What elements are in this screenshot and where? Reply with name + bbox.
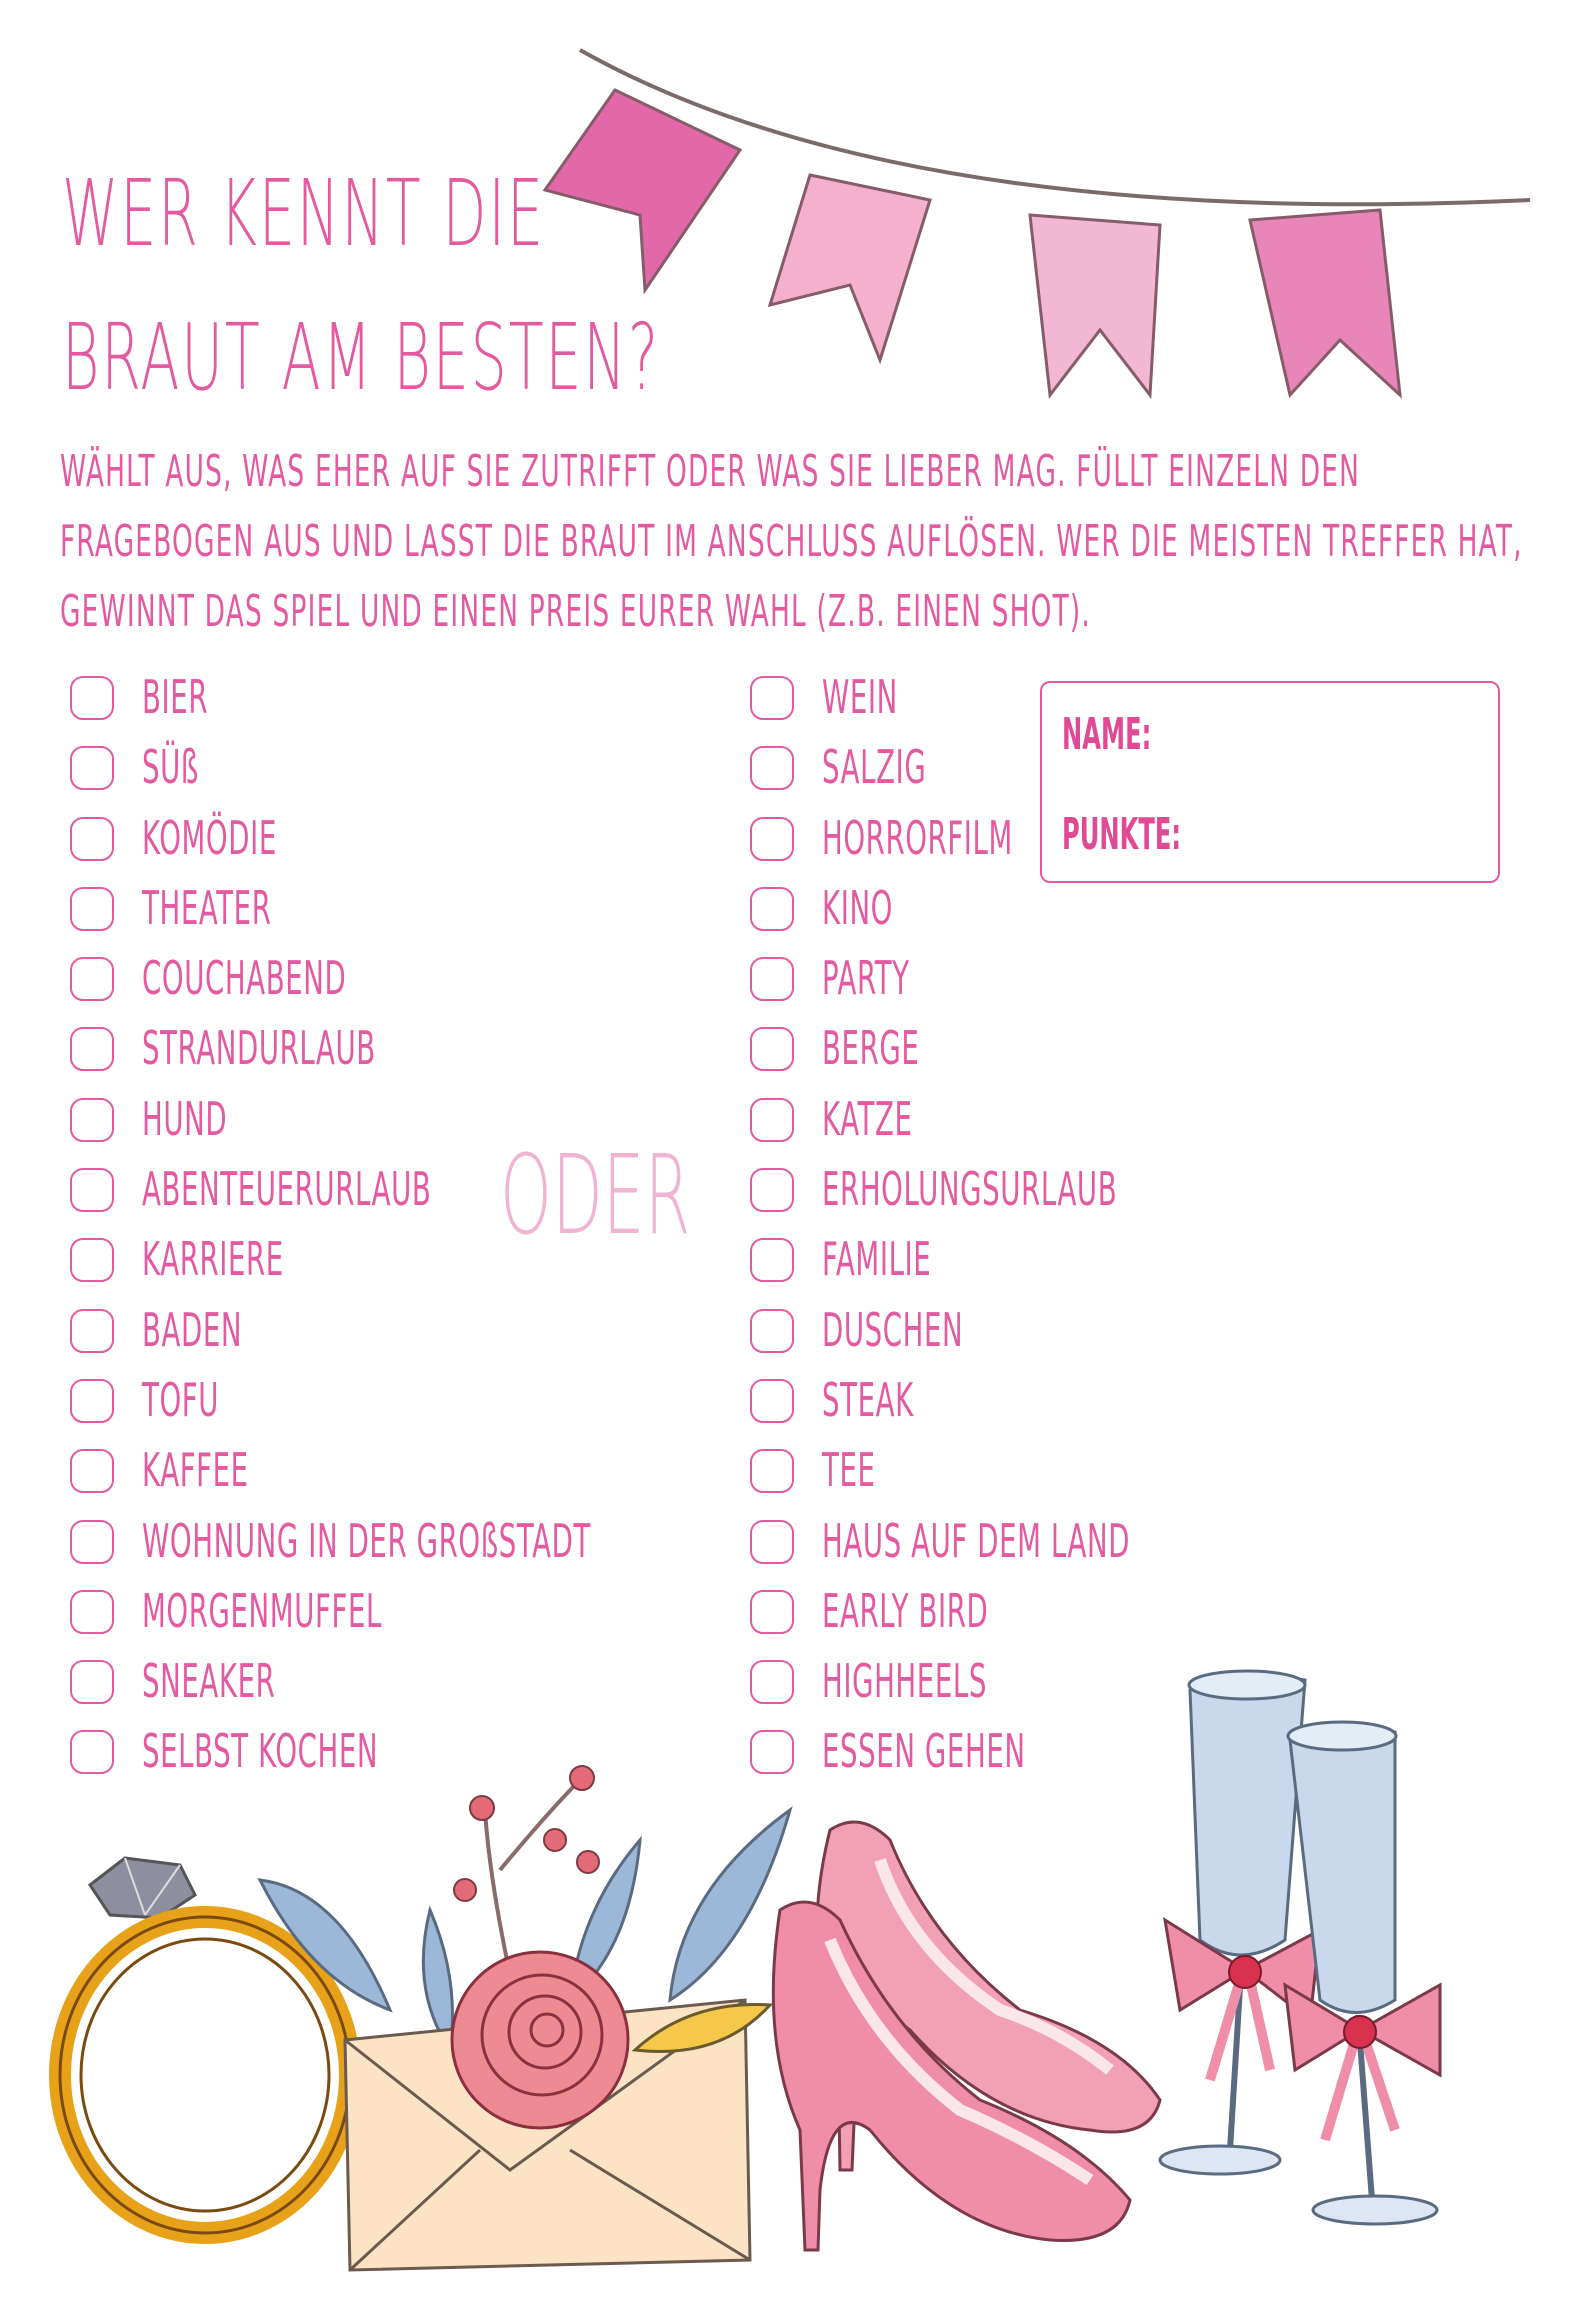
checkbox[interactable] (750, 1309, 794, 1353)
option-label: STEAK (822, 1372, 914, 1427)
checkbox[interactable] (70, 1660, 114, 1704)
checkbox[interactable] (750, 1660, 794, 1704)
option-label: ABENTEUERURLAUB (142, 1162, 432, 1217)
option-label: WEIN (822, 670, 898, 724)
checkbox[interactable] (70, 1238, 114, 1282)
option-row (750, 949, 1336, 1019)
option-row (750, 1230, 1336, 1300)
option-label: MORGENMUFFEL (142, 1583, 382, 1638)
option-label: FAMILIE (822, 1232, 932, 1287)
checkbox[interactable] (70, 1449, 114, 1493)
checkbox[interactable] (750, 676, 794, 720)
checkbox[interactable] (750, 1590, 794, 1634)
option-row (750, 1090, 1336, 1160)
checkbox[interactable] (750, 1449, 794, 1493)
checkbox[interactable] (750, 1098, 794, 1142)
checkbox[interactable] (70, 1590, 114, 1634)
option-label: ERHOLUNGSURLAUB (822, 1162, 1118, 1217)
option-label: SÜß (142, 740, 199, 795)
checkbox[interactable] (70, 1379, 114, 1423)
option-label: HUND (142, 1091, 228, 1146)
checkbox[interactable] (750, 1379, 794, 1423)
instructions-line-1: WÄHLT AUS, WAS EHER AUF SIE ZUTRIFFT ODER WAS SIE LIEBER MAG. FÜLLT EINZELN DEN (60, 446, 1361, 497)
page-title-line-2: BRAUT AM BESTEN? (62, 304, 660, 411)
option-label: BERGE (822, 1021, 920, 1076)
option-label: WOHNUNG IN DER GROßSTADT (142, 1513, 591, 1568)
option-label: STRANDURLAUB (142, 1021, 376, 1076)
option-label: EARLY BIRD (822, 1583, 989, 1638)
checkbox[interactable] (70, 676, 114, 720)
option-row (750, 879, 1336, 949)
option-row (750, 1441, 1336, 1511)
option-label: KATZE (822, 1091, 913, 1146)
checkbox[interactable] (750, 1027, 794, 1071)
checkbox[interactable] (70, 746, 114, 790)
checkbox[interactable] (750, 1238, 794, 1282)
option-label: KAFFEE (142, 1443, 249, 1498)
option-label: SELBST KOCHEN (142, 1724, 379, 1779)
option-label: PARTY (822, 951, 910, 1006)
points-label: PUNKTE: (1062, 809, 1182, 860)
option-label: HORRORFILM (822, 810, 1013, 865)
checkbox[interactable] (70, 1027, 114, 1071)
checkbox[interactable] (70, 1309, 114, 1353)
checkbox[interactable] (70, 1098, 114, 1142)
checkbox[interactable] (70, 817, 114, 861)
checkbox[interactable] (750, 746, 794, 790)
option-row (750, 1019, 1336, 1089)
option-label: KOMÖDIE (142, 810, 277, 865)
flower-envelope-icon (250, 1750, 810, 2250)
option-row (750, 1301, 1336, 1371)
name-label: NAME: (1062, 709, 1152, 760)
option-label: TOFU (142, 1372, 220, 1427)
checkbox[interactable] (750, 817, 794, 861)
page-title-line-1: WER KENNT DIE (62, 160, 545, 267)
option-label: SALZIG (822, 740, 927, 795)
option-label: DUSCHEN (822, 1302, 964, 1357)
checkbox[interactable] (70, 1730, 114, 1774)
option-label: KARRIERE (142, 1232, 284, 1287)
instructions-line-2: FRAGEBOGEN AUS UND LASST DIE BRAUT IM ANSCHLUSS AUFLÖSEN. WER DIE MEISTEN TREFFER HAT, (60, 516, 1523, 567)
checkbox[interactable] (70, 887, 114, 931)
option-label: COUCHABEND (142, 951, 347, 1006)
option-label: BADEN (142, 1302, 243, 1357)
checkbox[interactable] (70, 1520, 114, 1564)
option-label: HAUS AUF DEM LAND (822, 1513, 1131, 1568)
option-row (750, 1371, 1336, 1441)
champagne-glasses-icon (1110, 1640, 1480, 2240)
checkbox[interactable] (750, 1520, 794, 1564)
instructions-line-3: GEWINNT DAS SPIEL UND EINEN PREIS EURER WAHL (Z.B. EINEN SHOT). (60, 586, 1092, 637)
checkbox[interactable] (70, 1168, 114, 1212)
points-field[interactable] (1172, 807, 1476, 859)
option-label: ESSEN GEHEN (822, 1724, 1026, 1779)
name-field[interactable] (1172, 707, 1476, 759)
option-label: SNEAKER (142, 1654, 276, 1709)
checkbox[interactable] (70, 957, 114, 1001)
option-label: BIER (142, 670, 209, 724)
checkbox[interactable] (750, 887, 794, 931)
checkbox[interactable] (750, 957, 794, 1001)
option-label: KINO (822, 880, 894, 935)
checkbox[interactable] (750, 1168, 794, 1212)
name-points-box (1040, 681, 1500, 883)
option-row (750, 1512, 1336, 1582)
oder-separator: ODER (500, 1131, 691, 1259)
option-label: THEATER (142, 880, 272, 935)
option-row (750, 1160, 1336, 1230)
option-label: TEE (822, 1443, 876, 1498)
option-label: HIGHHEELS (822, 1654, 987, 1709)
